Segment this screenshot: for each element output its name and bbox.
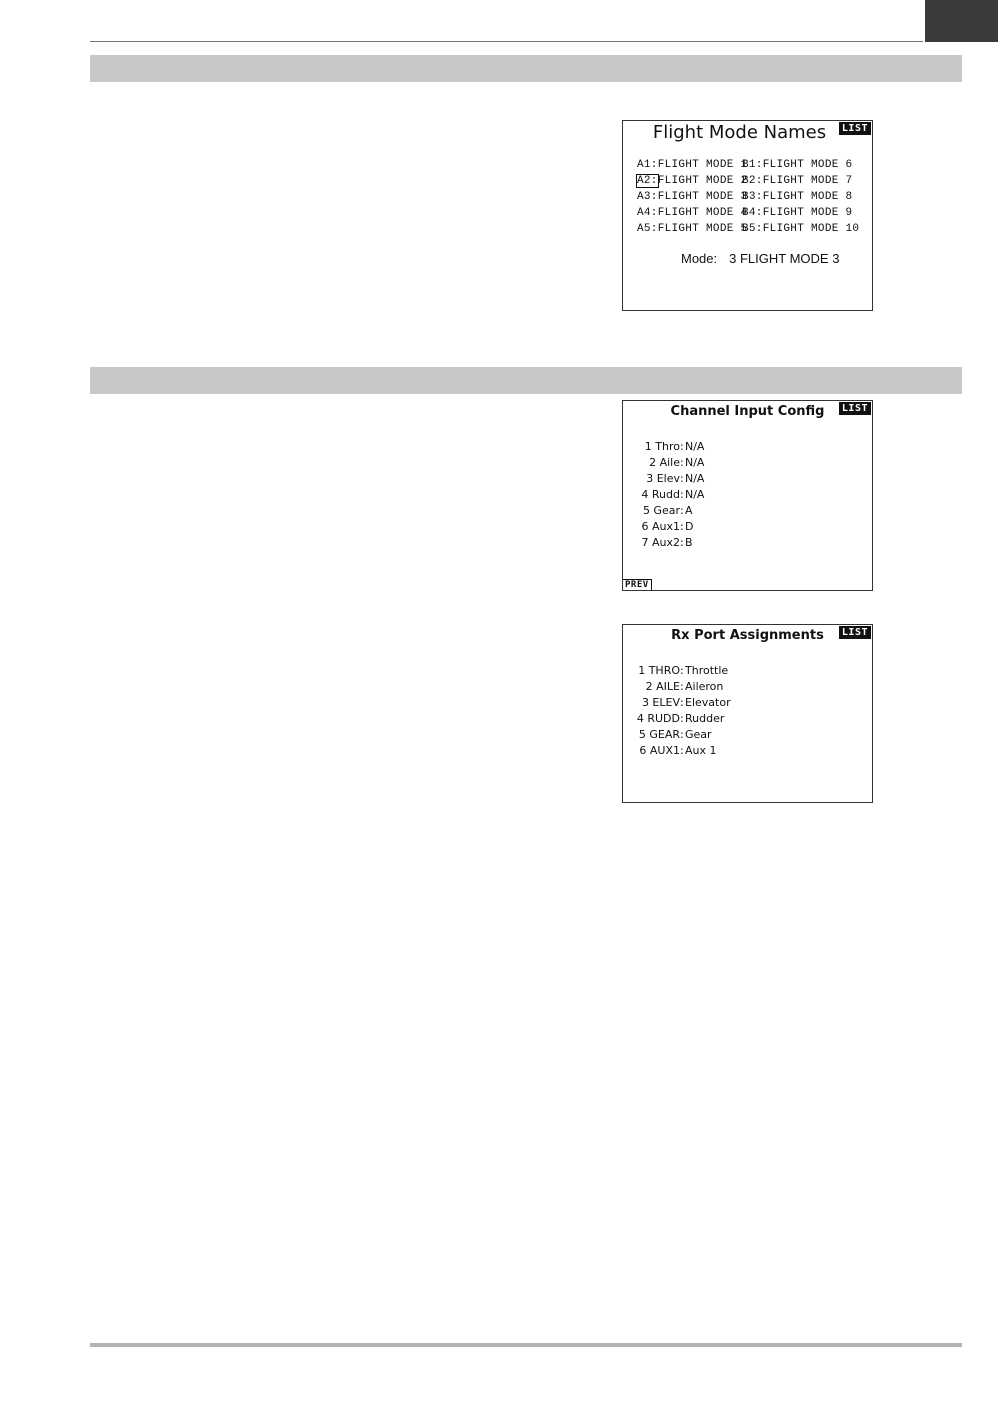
separator: : [680,536,684,549]
port-value: Aileron [685,680,724,693]
port-value: Throttle [685,664,729,677]
flight-mode-a[interactable]: A5:FLIGHT MODE 5 [637,223,748,235]
screen-title: Flight Mode Names [652,122,827,143]
list-item[interactable] [623,487,704,503]
header-rule [90,41,923,42]
screen-title: Channel Input Config [670,404,825,419]
separator: : [680,664,684,677]
list-item[interactable] [623,519,704,535]
port-value: Gear [685,728,712,741]
flight-mode-names-screen [622,120,873,311]
channel-label: 6 Aux1 [641,520,680,533]
separator: : [680,712,684,725]
flight-mode-row [637,189,859,205]
flight-mode-b[interactable]: B3:FLIGHT MODE 8 [742,191,853,203]
separator: : [680,488,684,501]
list-item[interactable] [623,503,704,519]
port-label: 4 RUDD [636,712,680,725]
flight-mode-grid [637,157,859,237]
section-bar-2 [90,367,962,394]
screen-title: Rx Port Assignments [671,628,824,643]
current-mode [681,251,839,266]
separator: : [680,728,684,741]
separator: : [680,680,684,693]
channel-label: 4 Rudd [641,488,680,501]
list-item[interactable] [623,743,731,759]
mode-label: Mode: [681,251,718,266]
list-item[interactable] [623,679,731,695]
channel-value: N/A [685,472,705,485]
flight-mode-a-selected[interactable] [637,173,748,189]
flight-mode-a[interactable]: A3:FLIGHT MODE 3 [637,191,748,203]
flight-mode-b[interactable]: B1:FLIGHT MODE 6 [742,159,853,171]
channel-label: 2 Aile [649,456,680,469]
channel-value: N/A [685,488,705,501]
corner-tab [925,0,998,42]
flight-mode-row [637,221,859,237]
channel-label: 3 Elev [646,472,680,485]
list-item[interactable] [623,535,704,551]
separator: : [680,744,684,757]
flight-mode-a-name: FLIGHT MODE 2 [657,175,748,187]
flight-mode-row [637,205,859,221]
port-label: 3 ELEV [641,696,680,709]
flight-mode-b[interactable]: B4:FLIGHT MODE 9 [742,207,853,219]
flight-mode-b[interactable]: B5:FLIGHT MODE 10 [742,223,860,235]
channel-value: A [685,504,693,517]
section-bar-1 [90,55,962,82]
list-item[interactable] [623,455,704,471]
selection-cursor: A2: [637,175,658,187]
flight-mode-row [637,173,859,189]
channel-label: 1 Thro [644,440,680,453]
channel-label: 7 Aux2 [641,536,680,549]
flight-mode-a[interactable]: A4:FLIGHT MODE 4 [637,207,748,219]
list-item[interactable] [623,663,731,679]
port-label: 6 AUX1 [639,744,680,757]
channel-label: 5 Gear [642,504,680,517]
port-value: Elevator [685,696,731,709]
list-item[interactable] [623,695,731,711]
channel-value: D [685,520,694,533]
list-button[interactable]: LIST [839,122,871,135]
port-list [623,663,731,759]
list-item[interactable] [623,711,731,727]
footer-rule [90,1343,962,1347]
separator: : [680,696,684,709]
flight-mode-a[interactable]: A1:FLIGHT MODE 1 [637,159,748,171]
flight-mode-b[interactable]: B2:FLIGHT MODE 7 [742,175,853,187]
channel-input-config-screen [622,400,873,591]
separator: : [680,504,684,517]
list-button[interactable]: LIST [839,626,871,639]
channel-value: B [685,536,693,549]
separator: : [680,456,684,469]
separator: : [680,520,684,533]
flight-mode-row [637,157,859,173]
rx-port-assignments-screen [622,624,873,803]
separator: : [680,472,684,485]
list-item[interactable] [623,727,731,743]
channel-value: N/A [685,440,705,453]
mode-value: 3 FLIGHT MODE 3 [729,251,840,266]
port-label: 1 THRO [638,664,680,677]
port-label: 5 GEAR [638,728,680,741]
separator: : [680,440,684,453]
prev-button[interactable]: PREV [623,579,652,590]
channel-value: N/A [685,456,705,469]
list-item[interactable] [623,439,704,455]
port-value: Aux 1 [685,744,717,757]
list-button[interactable]: LIST [839,402,871,415]
channel-list [623,439,704,551]
list-item[interactable] [623,471,704,487]
port-label: 2 AILE [645,680,680,693]
port-value: Rudder [685,712,725,725]
